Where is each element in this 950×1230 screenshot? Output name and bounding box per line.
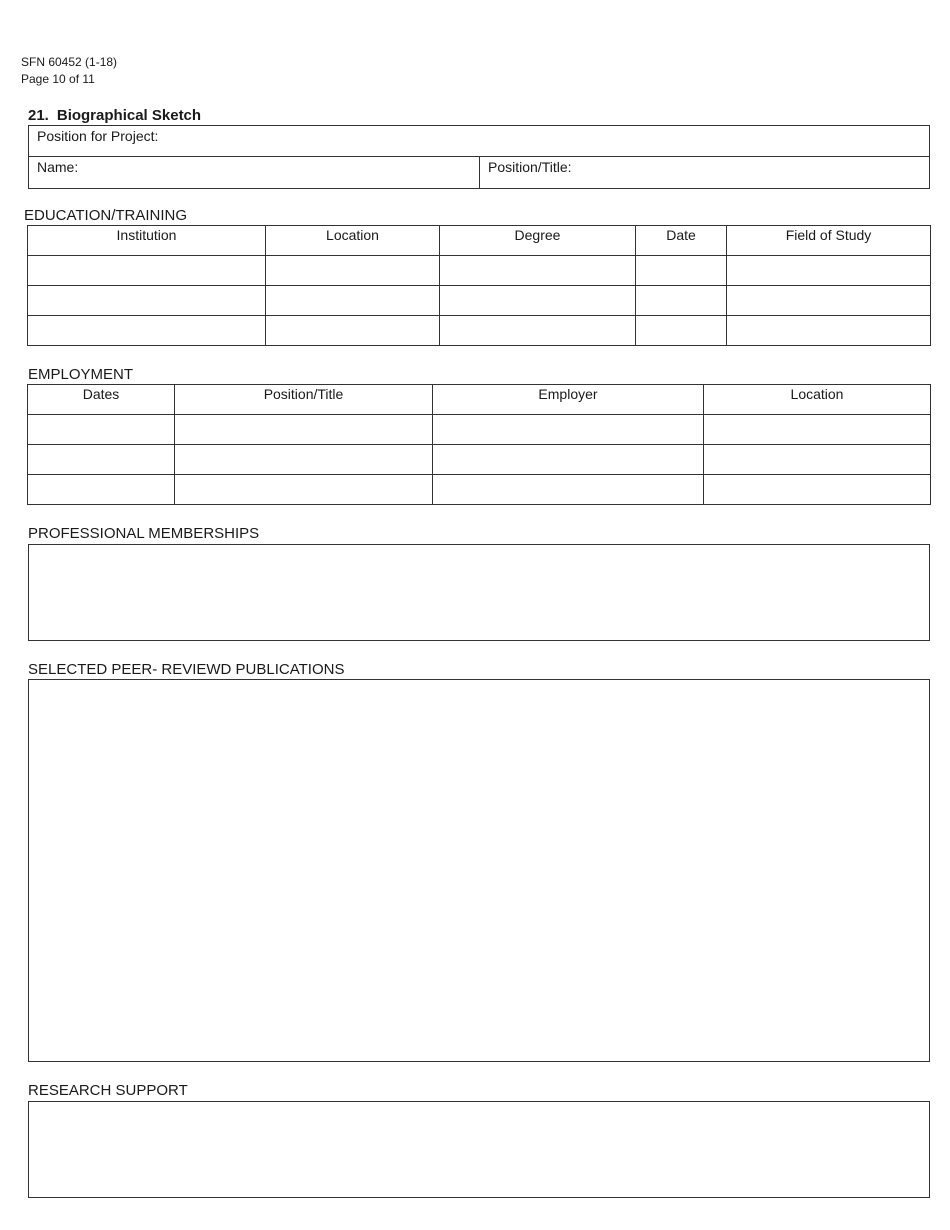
employment-cell[interactable] bbox=[433, 445, 704, 475]
education-cell[interactable] bbox=[636, 256, 727, 286]
education-cell[interactable] bbox=[440, 256, 636, 286]
education-col-date: Date bbox=[636, 226, 727, 256]
education-heading: EDUCATION/TRAINING bbox=[24, 207, 188, 224]
education-col-institution: Institution bbox=[28, 226, 266, 256]
employment-header-row bbox=[28, 385, 931, 415]
employment-cell[interactable] bbox=[175, 415, 433, 445]
education-row bbox=[28, 286, 931, 316]
education-table bbox=[27, 225, 931, 346]
education-cell[interactable] bbox=[727, 316, 931, 346]
education-col-degree: Degree bbox=[440, 226, 636, 256]
memberships-heading: PROFESSIONAL MEMBERSHIPS bbox=[28, 525, 260, 542]
publications-field[interactable] bbox=[28, 679, 930, 1062]
position-title-field[interactable] bbox=[479, 156, 930, 189]
employment-col-employer: Employer bbox=[433, 385, 704, 415]
name-label: Name: bbox=[37, 159, 79, 175]
research-support-field[interactable] bbox=[28, 1101, 930, 1198]
position-title-label: Position/Title: bbox=[488, 159, 572, 175]
research-support-heading: RESEARCH SUPPORT bbox=[28, 1082, 188, 1099]
employment-col-position-title: Position/Title bbox=[175, 385, 433, 415]
employment-cell[interactable] bbox=[28, 445, 175, 475]
employment-cell[interactable] bbox=[175, 475, 433, 505]
position-for-project-label: Position for Project: bbox=[37, 128, 159, 144]
employment-cell[interactable] bbox=[704, 445, 931, 475]
education-cell[interactable] bbox=[266, 286, 440, 316]
education-cell[interactable] bbox=[28, 286, 266, 316]
education-cell[interactable] bbox=[266, 256, 440, 286]
employment-cell[interactable] bbox=[175, 445, 433, 475]
employment-row bbox=[28, 475, 931, 505]
section-title bbox=[28, 107, 201, 124]
employment-row bbox=[28, 415, 931, 445]
education-cell[interactable] bbox=[266, 316, 440, 346]
employment-row bbox=[28, 445, 931, 475]
employment-cell[interactable] bbox=[28, 475, 175, 505]
education-cell[interactable] bbox=[727, 256, 931, 286]
education-header-row bbox=[28, 226, 931, 256]
employment-table bbox=[27, 384, 931, 505]
education-cell[interactable] bbox=[636, 286, 727, 316]
section-title-text: Biographical Sketch bbox=[56, 107, 202, 124]
employment-col-location: Location bbox=[704, 385, 931, 415]
employment-cell[interactable] bbox=[433, 415, 704, 445]
education-row bbox=[28, 256, 931, 286]
employment-cell[interactable] bbox=[704, 415, 931, 445]
position-for-project-field[interactable] bbox=[28, 125, 930, 157]
employment-cell[interactable] bbox=[433, 475, 704, 505]
memberships-field[interactable] bbox=[28, 544, 930, 641]
form-id: SFN 60452 (1-18) bbox=[21, 55, 118, 69]
education-cell[interactable] bbox=[28, 256, 266, 286]
employment-col-dates: Dates bbox=[28, 385, 175, 415]
education-cell[interactable] bbox=[28, 316, 266, 346]
employment-cell[interactable] bbox=[28, 415, 175, 445]
education-col-location: Location bbox=[266, 226, 440, 256]
education-col-field-of-study: Field of Study bbox=[727, 226, 931, 256]
education-cell[interactable] bbox=[727, 286, 931, 316]
publications-heading: SELECTED PEER- REVIEWD PUBLICATIONS bbox=[28, 661, 345, 678]
page-number: Page 10 of 11 bbox=[21, 72, 95, 86]
education-cell[interactable] bbox=[440, 316, 636, 346]
employment-heading: EMPLOYMENT bbox=[28, 366, 134, 383]
employment-cell[interactable] bbox=[704, 475, 931, 505]
education-cell[interactable] bbox=[636, 316, 727, 346]
education-row bbox=[28, 316, 931, 346]
education-cell[interactable] bbox=[440, 286, 636, 316]
section-number: 21. bbox=[28, 107, 49, 124]
name-field[interactable] bbox=[28, 156, 480, 189]
